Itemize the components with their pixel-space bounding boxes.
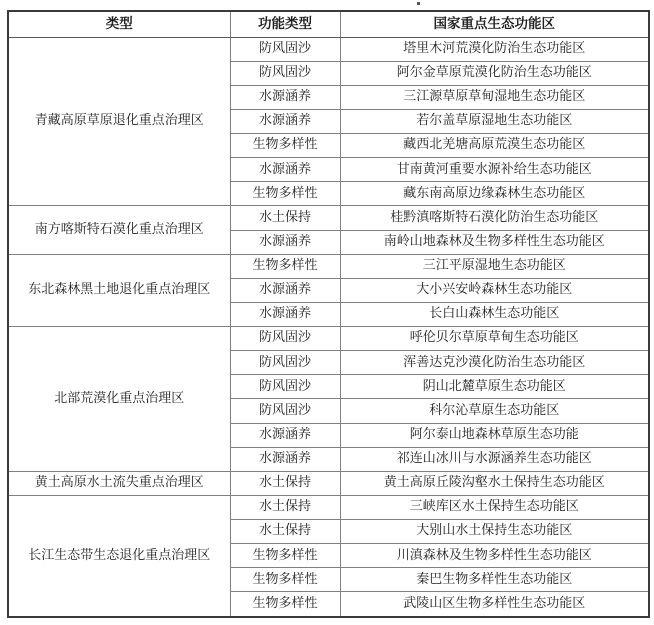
- table-row: [8, 327, 649, 351]
- eco-function-table: [7, 10, 650, 618]
- function-type-cell: 生物多样性: [230, 182, 340, 206]
- zone-cell: 黄土高原丘陵沟壑水土保持生态功能区: [340, 471, 649, 495]
- function-type-cell: 水源涵养: [230, 302, 340, 326]
- zone-cell: 祁连山冰川与水源涵养生态功能区: [340, 447, 649, 471]
- function-type-cell: 防风固沙: [230, 61, 340, 85]
- zone-cell: 大小兴安岭森林生态功能区: [340, 278, 649, 302]
- function-type-cell: 生物多样性: [230, 568, 340, 592]
- zone-cell: 呼伦贝尔草原草甸生态功能区: [340, 327, 649, 351]
- function-type-cell: 水源涵养: [230, 230, 340, 254]
- header-zone: 国家重点生态功能区: [340, 11, 649, 37]
- type-cell: 东北森林黑土地退化重点治理区: [8, 254, 230, 326]
- function-type-cell: 水源涵养: [230, 158, 340, 182]
- zone-cell: 川滇森林及生物多样性生态功能区: [340, 544, 649, 568]
- function-type-cell: 生物多样性: [230, 544, 340, 568]
- function-type-cell: 水源涵养: [230, 423, 340, 447]
- type-cell: 青藏高原草原退化重点治理区: [8, 37, 230, 206]
- type-cell: 黄土高原水土流失重点治理区: [8, 471, 230, 495]
- table-header: [8, 11, 649, 37]
- zone-cell: 科尔沁草原生态功能区: [340, 399, 649, 423]
- function-type-cell: 水源涵养: [230, 278, 340, 302]
- function-type-cell: 水源涵养: [230, 85, 340, 109]
- zone-cell: 藏东南高原边缘森林生态功能区: [340, 182, 649, 206]
- function-type-cell: 防风固沙: [230, 351, 340, 375]
- header-row: [8, 11, 649, 37]
- table-row: [8, 254, 649, 278]
- zone-cell: 大别山水土保持生态功能区: [340, 520, 649, 544]
- zone-cell: 甘南黄河重要水源补给生态功能区: [340, 158, 649, 182]
- zone-cell: 阴山北麓草原生态功能区: [340, 375, 649, 399]
- zone-cell: 三峡库区水土保持生态功能区: [340, 495, 649, 519]
- zone-cell: 秦巴生物多样性生态功能区: [340, 568, 649, 592]
- function-type-cell: 防风固沙: [230, 375, 340, 399]
- zone-cell: 长白山森林生态功能区: [340, 302, 649, 326]
- zone-cell: 浑善达克沙漠化防治生态功能区: [340, 351, 649, 375]
- function-type-cell: 生物多样性: [230, 254, 340, 278]
- zone-cell: 桂黔滇喀斯特石漠化防治生态功能区: [340, 206, 649, 230]
- zone-cell: 南岭山地森林及生物多样性生态功能区: [340, 230, 649, 254]
- table-row: [8, 37, 649, 61]
- function-type-cell: 防风固沙: [230, 399, 340, 423]
- zone-cell: 三江源草原草甸湿地生态功能区: [340, 85, 649, 109]
- function-type-cell: 生物多样性: [230, 592, 340, 617]
- function-type-cell: 生物多样性: [230, 134, 340, 158]
- table-body: [8, 37, 649, 617]
- function-type-cell: 水土保持: [230, 471, 340, 495]
- zone-cell: 藏西北羌塘高原荒漠生态功能区: [340, 134, 649, 158]
- function-type-cell: 水土保持: [230, 495, 340, 519]
- zone-cell: 若尔盖草原湿地生态功能区: [340, 109, 649, 133]
- type-cell: 北部荒漠化重点治理区: [8, 327, 230, 472]
- scan-artifact-dot: [417, 2, 420, 5]
- function-type-cell: 水土保持: [230, 520, 340, 544]
- zone-cell: 武陵山区生物多样性生态功能区: [340, 592, 649, 617]
- header-type: 类型: [8, 11, 230, 37]
- table-row: [8, 495, 649, 519]
- function-type-cell: 防风固沙: [230, 327, 340, 351]
- header-function-type: 功能类型: [230, 11, 340, 37]
- type-cell: 南方喀斯特石漠化重点治理区: [8, 206, 230, 254]
- type-cell: 长江生态带生态退化重点治理区: [8, 495, 230, 617]
- function-type-cell: 水源涵养: [230, 109, 340, 133]
- function-type-cell: 水土保持: [230, 206, 340, 230]
- zone-cell: 三江平原湿地生态功能区: [340, 254, 649, 278]
- zone-cell: 阿尔金草原荒漠化防治生态功能区: [340, 61, 649, 85]
- table-row: [8, 206, 649, 230]
- zone-cell: 塔里木河荒漠化防治生态功能区: [340, 37, 649, 61]
- function-type-cell: 水源涵养: [230, 447, 340, 471]
- table-row: [8, 471, 649, 495]
- function-type-cell: 防风固沙: [230, 37, 340, 61]
- zone-cell: 阿尔泰山地森林草原生态功能: [340, 423, 649, 447]
